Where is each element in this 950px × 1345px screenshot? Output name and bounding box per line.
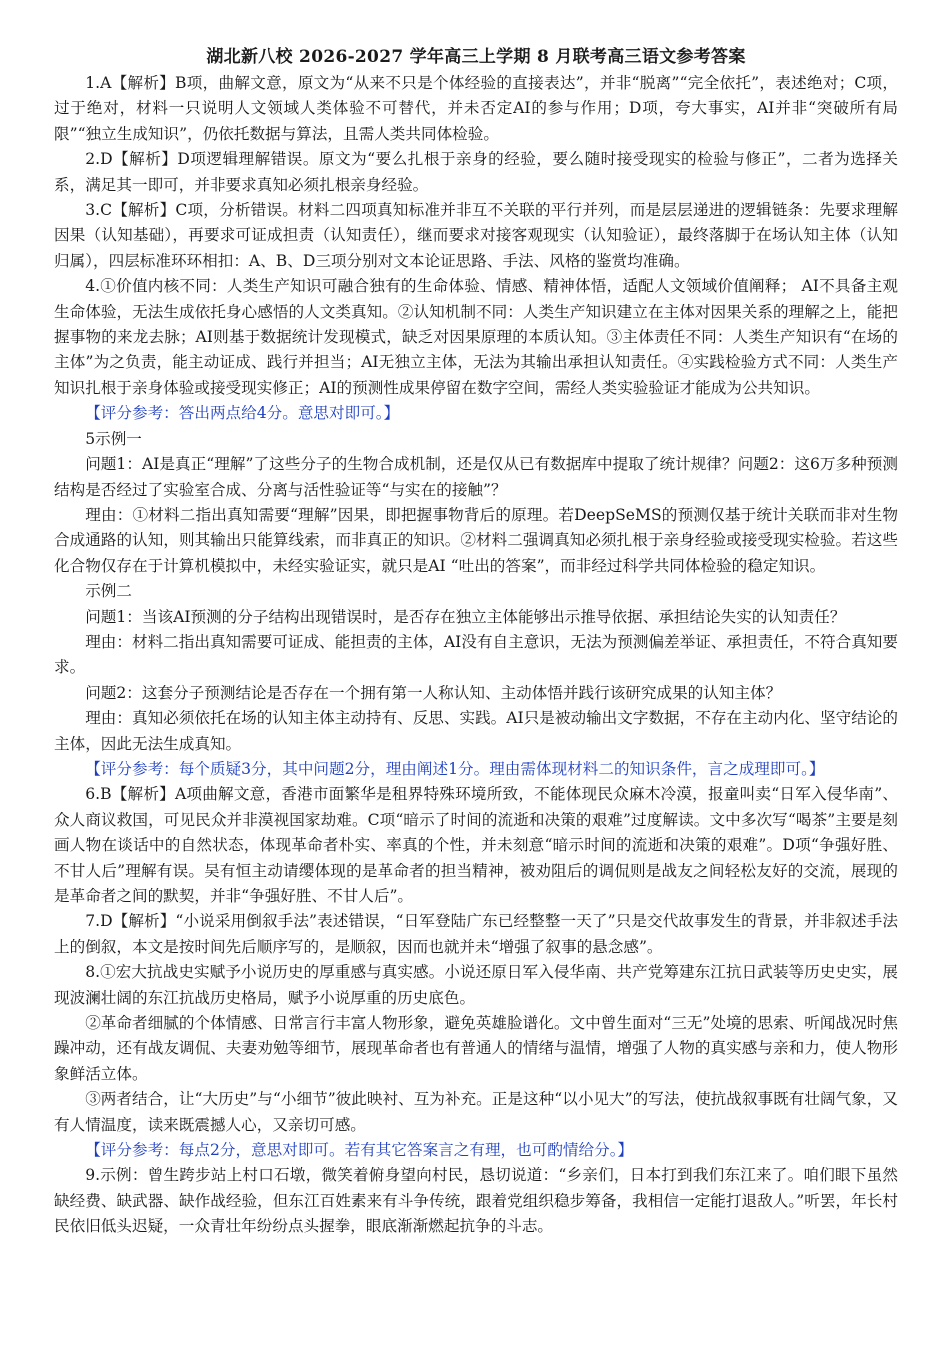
scoring-note: 【评分参考：答出两点给4分。意思对即可。】 [85, 404, 400, 423]
answer-paragraph: 9.示例：曾生跨步站上村口石墩，微笑着俯身望向村民，恳切说道：“乡亲们，日本打到我们东江来了。咱们眼下虽然缺经费、缺武器、缺作战经验，但东江百姓素来有斗争传统，跟着党组织稳步筹备，我相信一定能打退敌人。”听罢，年长村民依旧低头迟疑，一众青壮年纷纷点头握拳，眼底渐渐燃起抗争的斗志。 [54, 1166, 898, 1236]
answer-paragraph: 问题1：当该AI预测的分子结构出现错误时，是否存在独立主体能够出示推导依据、承担结论失实的认知责任？ [85, 607, 846, 626]
page-title: 湖北新八校 2026-2027 学年高三上学期 8 月联考高三语文参考答案 [206, 47, 746, 67]
answer-paragraph: 示例二 [85, 582, 132, 601]
answer-paragraph: 8.①宏大抗战史实赋予小说历史的厚重感与真实感。小说还原日军入侵华南、共产党筹建东江抗日武装等历史史实，展现波澜壮阔的东江抗战历史格局，赋予小说厚重的历史底色。 [54, 963, 898, 1007]
answer-paragraph: 3.C【解析】C项，分析错误。材料二四项真知标准并非互不关联的平行并列，而是层层递进的逻辑链条：先要求理解因果（认知基础），再要求可证成担责（认知责任），继而要求对接客观现实（认知验证），最终落脚于在场认知主体（认知归属），四层标准环环相扣：A、B、D三项分别对文本论证思路、手法、风格的鉴赏均准确。 [54, 201, 898, 270]
answer-paragraph: 1.A【解析】B项，曲解文意，原文为“从来不只是个体经验的直接表达”，并非“脱离”“完全依托”，表述绝对；C项，过于绝对，材料一只说明人文领域人类体验不可替代，并未否定AI的参与作用；D项，夸大事实，AI并非“突破所有局限”“独立生成知识”，仍依托数据与算法，且需人类共同体检验。 [54, 74, 898, 143]
answer-paragraph: 理由：材料二指出真知需要可证成、能担责的主体，AI没有自主意识，无法为预测偏差举证、承担责任，不符合真知要求。 [54, 632, 898, 677]
scoring-note: 【评分参考：每点2分，意思对即可。若有其它答案言之有理，也可酌情给分。】 [85, 1141, 634, 1160]
answer-paragraph: 问题2：这套分子预测结论是否存在一个拥有第一人称认知、主动体悟并践行该研究成果的认知主体？ [85, 683, 782, 702]
answer-paragraph: 理由：①材料二指出真知需要“理解”因果，即把握事物背后的原理。若DeepSeMS的预测仅基于统计关联而非对生物合成通路的认知，则其输出只能算线索，而非真正的知识。②材料二强调真知必须扎根于亲身经验或接受现实检验。若这些化合物仅存在于计算机模拟中，未经实验证实，就只是AI “吐出的答案”，而非经过科学共同体检验的稳定知识。 [54, 505, 898, 575]
answer-paragraph: 理由：真知必须依托在场的认知主体主动持有、反思、实践。AI只是被动输出文字数据，不存在主动内化、坚守结论的主体，因此无法生成真知。 [54, 709, 898, 753]
answer-paragraph: 2.D【解析】D项逻辑理解错误。原文为“要么扎根于亲身的经验，要么随时接受现实的检验与修正”，二者为选择关系，满足其一即可，并非要求真知必须扎根亲身经验。 [54, 150, 898, 194]
answer-paragraph: 问题1：AI是真正“理解”了这些分子的生物合成机制，还是仅从已有数据库中提取了统计规律？问题2：这6万多种预测结构是否经过了实验室合成、分离与活性验证等“与实在的接触”？ [54, 455, 898, 499]
answer-paragraph: 4.①价值内核不同：人类生产知识可融合独有的生命体验、情感、精神体悟，适配人文领域价值阐释； AI不具备主观生命体验，无法生成依托身心感悟的人文类真知。②认知机制不同：人类生产知识建立在主体对因果关系的理解之上，能把握事物的来龙去脉；AI则基于数据统计发现模式，缺乏对因果原理的本质认知。③主体责任不同：人类生产知识有“在场的主体”为之负责，能主动证成、践行并担当；AI无独立主体，无法为其输出承担认知责任。④实践检验方式不同：人类生产知识扎根于亲身体验或接受现实修正；AI的预测性成果停留在数字空间，需经人类实验验证才能成为公共知识。 [54, 277, 898, 397]
scoring-note: 【评分参考：每个质疑3分，其中问题2分，理由阐述1分。理由需体现材料二的知识条件，言之成理即可。】 [85, 759, 825, 778]
answer-paragraph: 7.D【解析】“小说采用倒叙手法”表述错误，“日军登陆广东已经整整一天了”只是交代故事发生的背景，并非叙述手法上的倒叙，本文是按时间先后顺序写的，是顺叙，因而也就并未“增强了叙事的悬念感”。 [54, 912, 898, 956]
answer-paragraph: 6.B【解析】A项曲解文意，香港市面繁华是租界特殊环境所致，不能体现民众麻木冷漠，报童叫卖“日军入侵华南”、众人商议救国，可见民众并非漠视国家劫难。C项“暗示了时间的流逝和决策的艰难”过度解读。文中多次写“喝茶”主要是刻画人物在谈话中的自然状态，体现革命者朴实、率真的个性，并未刻意“暗示时间的流逝和决策的艰难”。D项“争强好胜、不甘人后”理解有误。吴有恒主动请缨体现的是革命者的担当精神，被劝阻后的调侃则是战友之间轻松友好的交流，展现的是革命者之间的默契，并非“争强好胜、不甘人后”。 [54, 785, 898, 905]
answer-paragraph: ③两者结合，让“大历史”与“小细节”彼此映衬、互为补充。正是这种“以小见大”的写法，使抗战叙事既有壮阔气象，又有人情温度，读来既震撼人心，又亲切可感。 [54, 1090, 898, 1134]
answer-paragraph: 5示例一 [85, 429, 142, 448]
document-body [54, 71, 898, 1240]
answer-paragraph: ②革命者细腻的个体情感、日常言行丰富人物形象，避免英雄脸谱化。文中曾生面对“三无”处境的思索、听闻战况时焦躁冲动，还有战友调侃、夫妻劝勉等细节，展现革命者也有普通人的情绪与温情，增强了人物的真实感与亲和力，使人物形象鲜活立体。 [54, 1014, 898, 1083]
